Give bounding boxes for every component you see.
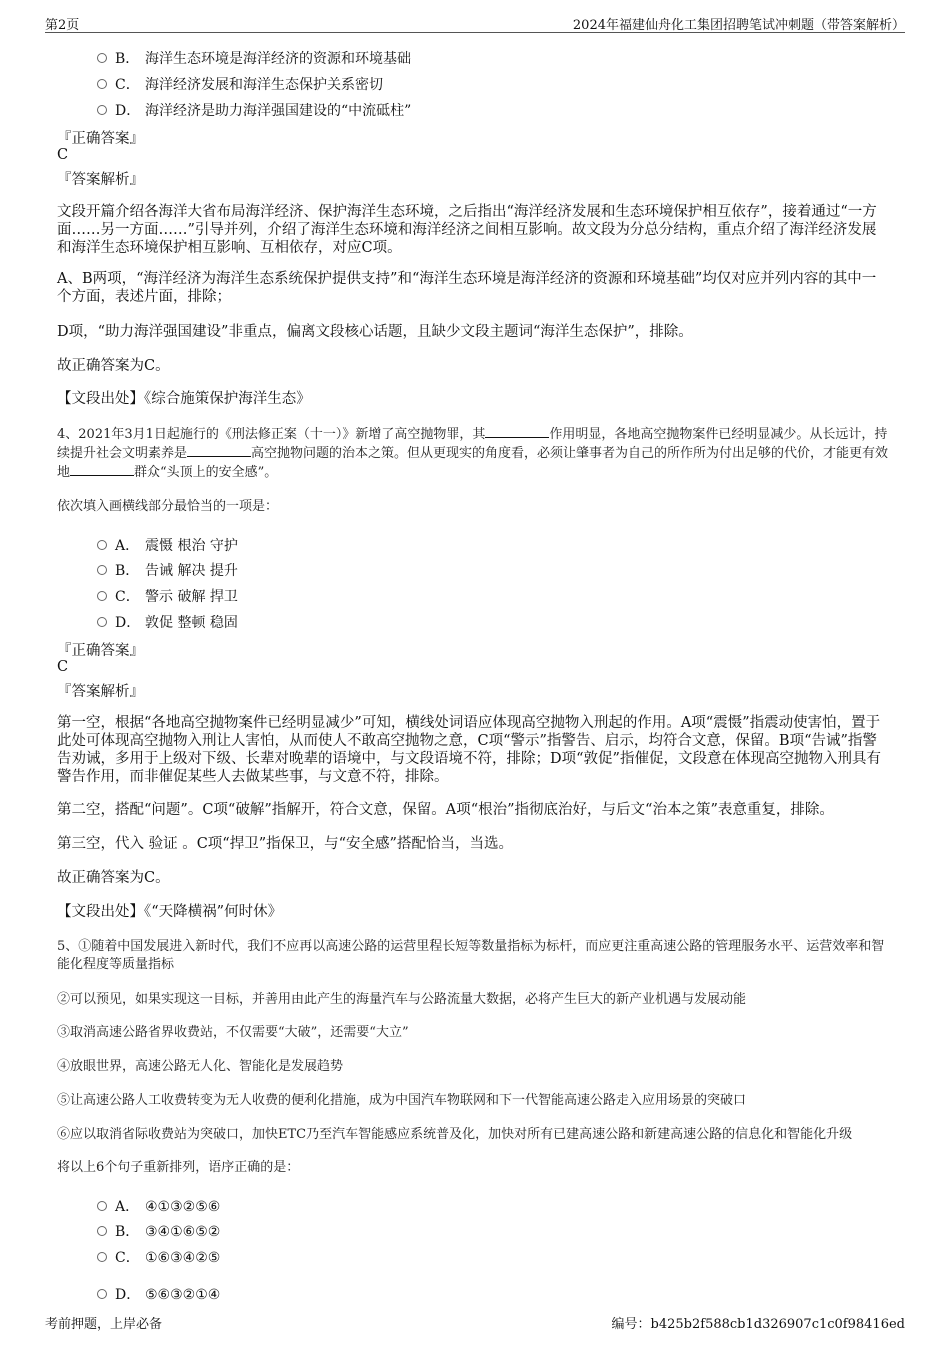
q4-analysis-paragraph: 故正确答案为C。	[57, 870, 170, 886]
radio-icon[interactable]	[97, 1226, 107, 1236]
q3-option-c[interactable]: C． 海洋经济发展和海洋生态保护关系密切	[97, 74, 383, 94]
q3-answer-label: 『正确答案』	[57, 131, 144, 147]
q3-answer: C	[57, 147, 69, 163]
radio-icon[interactable]	[97, 565, 107, 575]
fill-blank	[187, 444, 251, 457]
q4-prompt: 依次填入画横线部分最恰当的一项是：	[57, 499, 279, 514]
q5-prompt: 将以上6个句子重新排列，语序正确的是：	[57, 1160, 300, 1175]
radio-icon[interactable]	[97, 105, 107, 115]
radio-icon[interactable]	[97, 1289, 107, 1299]
q4-source: 【文段出处】《“天降横祸”何时休》	[57, 904, 283, 920]
footer-slogan: 考前押题，上岸必备	[45, 1317, 163, 1332]
q5-sentence-4: ④放眼世界，高速公路无人化、智能化是发展趋势	[57, 1059, 344, 1074]
q4-answer-label: 『正确答案』	[57, 643, 144, 659]
q5-sentence-1: 5、①随着中国发展进入新时代，我们不应再以高速公路的运营里程长短等数量指标为标杆，而应更注重高速公路的管理服务水平、运营效率和智能化程度等质量指标	[57, 939, 885, 972]
page-header	[45, 14, 905, 33]
q5-sentence-6: ⑥应以取消省际收费站为突破口，加快ETC乃至汽车智能感应系统普及化，加快对所有已建高速公路和新建高速公路的信息化和智能化升级	[57, 1127, 853, 1142]
q4-answer: C	[57, 659, 69, 675]
q4-analysis-paragraph: 第一空，根据“各地高空抛物案件已经明显减少”可知，横线处词语应体现高空抛物入刑起的作用。A项“震慑”指震动使害怕，置于此处可体现高空抛物入刑让人害怕，从而使人不敢高空抛物之意，C项“警示”指警告、启示，均符合文意，保留。B项“告诫”指警告劝诫，多用于上级对下级、长辈对晚辈的语境中，与文段语境不符，排除；D项“敦促”指催促，文段意在体现高空抛物入刑具有警告作用，而非催促某些人去做某些事，与文意不符，排除。	[57, 715, 881, 785]
radio-icon[interactable]	[97, 1201, 107, 1211]
radio-icon[interactable]	[97, 1252, 107, 1262]
q3-analysis-paragraph: A、B两项，“海洋经济为海洋生态系统保护提供支持”和“海洋生态环境是海洋经济的资源和环境基础”均仅对应并列内容的其中一个方面，表述片面，排除；	[57, 271, 877, 305]
q4-stem: 4、2021年3月1日起施行的《刑法修正案（十一）》新增了高空抛物罪，其 作用明显，各地高空抛物案件已经明显减少。从长远计，持续提升社会文明素养是 高空抛物问题的治本之策。但从更现实的角度看，必须让肇事者为自己的所作所为付出足够的代价，才能更有效地 群众“头顶上的安全感”。	[57, 427, 889, 480]
q3-analysis-paragraph: 故正确答案为C。	[57, 358, 170, 374]
q3-analysis-label: 『答案解析』	[57, 172, 144, 188]
q4-option-a[interactable]: A． 震慑 根治 守护	[97, 535, 238, 555]
radio-icon[interactable]	[97, 540, 107, 550]
page-number: 第2页	[45, 18, 80, 33]
q4-option-b[interactable]: B． 告诫 解决 提升	[97, 560, 238, 580]
document-title: 2024年福建仙舟化工集团招聘笔试冲刺题（带答案解析）	[572, 18, 905, 33]
q5-option-a[interactable]: A． ④①③②⑤⑥	[97, 1196, 220, 1216]
q3-source: 【文段出处】《综合施策保护海洋生态》	[57, 391, 311, 407]
q5-sentence-2: ②可以预见，如果实现这一目标，并善用由此产生的海量汽车与公路流量大数据，必将产生巨大的新产业机遇与发展动能	[57, 992, 747, 1007]
q5-option-c[interactable]: C． ①⑥③④②⑤	[97, 1247, 220, 1267]
radio-icon[interactable]	[97, 79, 107, 89]
q5-sentence-5: ⑤让高速公路人工收费转变为无人收费的便利化措施，成为中国汽车物联网和下一代智能高速公路走入应用场景的突破口	[57, 1093, 747, 1108]
radio-icon[interactable]	[97, 53, 107, 63]
q3-option-b[interactable]: B． 海洋生态环境是海洋经济的资源和环境基础	[97, 48, 411, 68]
q4-analysis-paragraph: 第三空，代入 验证 。C项“捍卫”指保卫，与“安全感”搭配恰当，当选。	[57, 836, 513, 852]
q4-analysis-paragraph: 第二空，搭配“问题”。C项“破解”指解开，符合文意，保留。A项“根治”指彻底治好，与后文“治本之策”表意重复，排除。	[57, 802, 834, 818]
q3-analysis-paragraph: D项，“助力海洋强国建设”非重点，偏离文段核心话题，且缺少文段主题词“海洋生态保护”，排除。	[57, 324, 693, 340]
q4-analysis-label: 『答案解析』	[57, 684, 144, 700]
q4-option-c[interactable]: C． 警示 破解 捍卫	[97, 586, 238, 606]
q5-option-d[interactable]: D． ⑤⑥③②①④	[97, 1284, 220, 1304]
fill-blank	[70, 463, 134, 476]
radio-icon[interactable]	[97, 591, 107, 601]
q5-sentence-3: ③取消高速公路省界收费站，不仅需要“大破”，还需要“大立”	[57, 1025, 409, 1040]
q5-option-b[interactable]: B． ③④①⑥⑤②	[97, 1221, 220, 1241]
fill-blank	[485, 425, 549, 438]
q4-option-d[interactable]: D． 敦促 整顿 稳固	[97, 612, 238, 632]
radio-icon[interactable]	[97, 617, 107, 627]
q3-analysis-paragraph: 文段开篇介绍各海洋大省布局海洋经济、保护海洋生态环境，之后指出“海洋经济发展和生态环境保护相互依存”，接着通过“一方面……另一方面……”引导并列，介绍了海洋生态环境和海洋经济之间相互影响。故文段为分总分结构，重点介绍了海洋经济发展和海洋生态环境保护相互影响、互相依存，对应C项。	[57, 204, 877, 256]
q3-option-d[interactable]: D． 海洋经济是助力海洋强国建设的“中流砥柱”	[97, 100, 411, 120]
document-id: 编号：b425b2f588cb1d326907c1c0f98416ed	[611, 1317, 905, 1332]
